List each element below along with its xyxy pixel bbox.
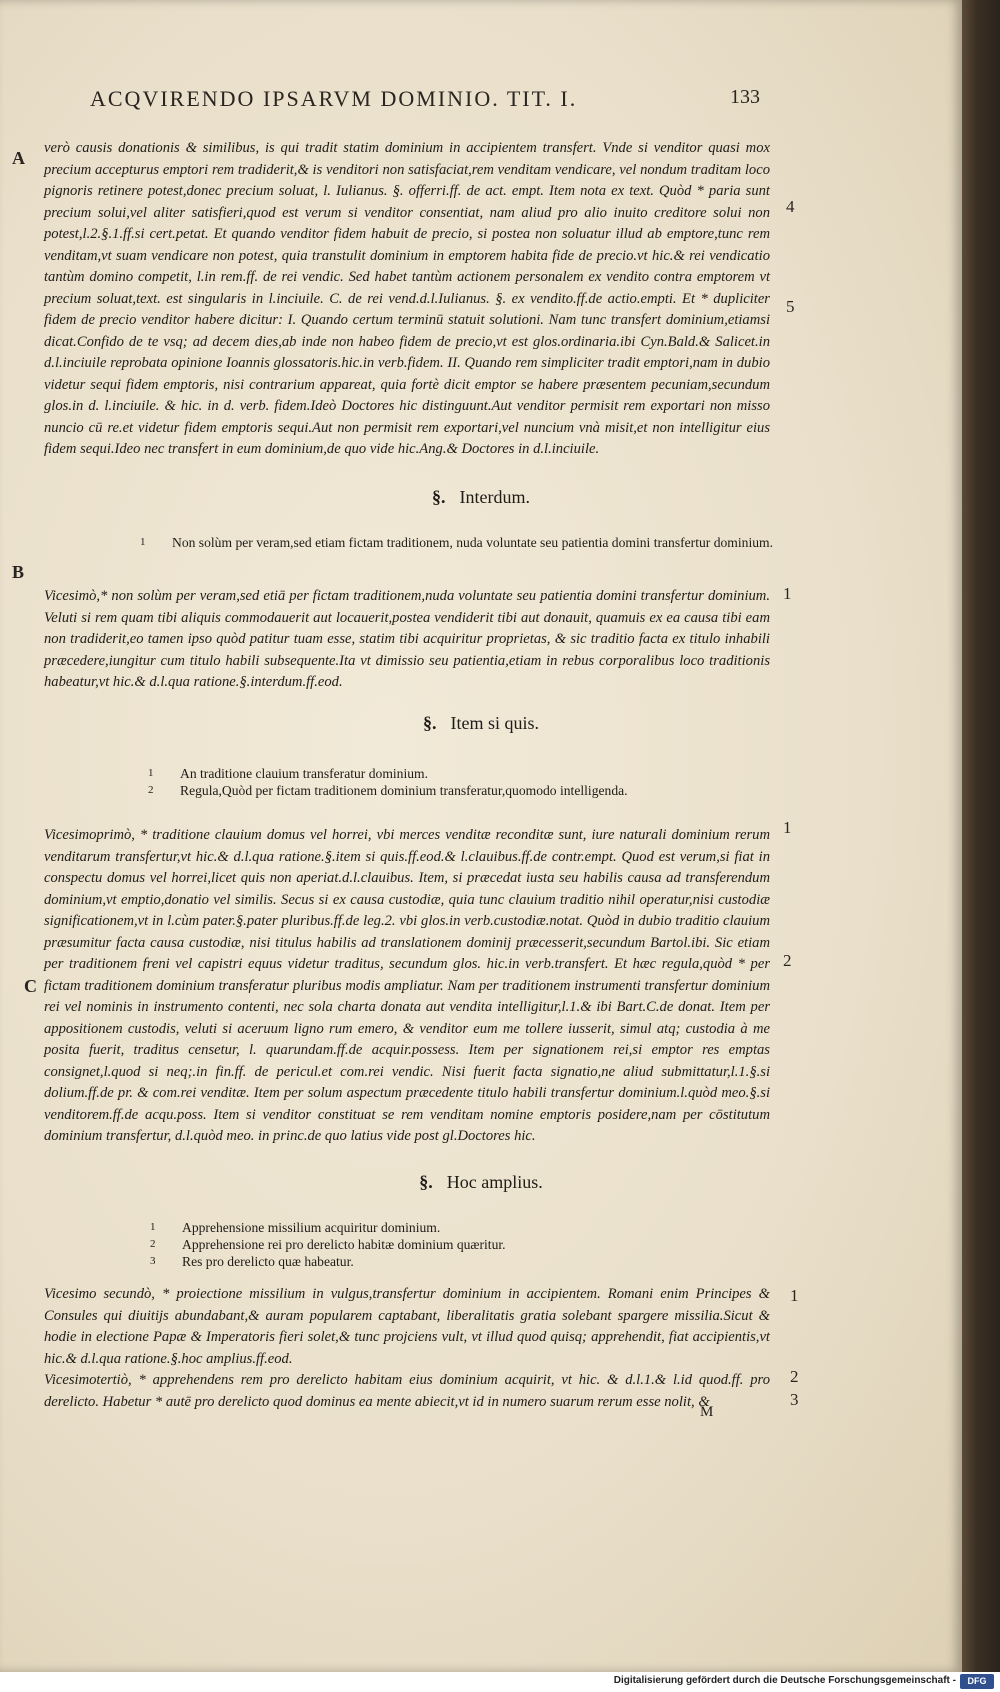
section-heading-hoc-amplius	[0, 1172, 962, 1193]
section-sign: §.	[432, 487, 446, 507]
section-heading-interdum	[0, 487, 962, 508]
section-title: Hoc amplius.	[446, 1172, 543, 1192]
paragraph: verò causis donationis & similibus, is qui tradit statim dominium in accipientem transfert. Vnde si venditor quasi mox precium accepturus emptori rem tradiderit,& is venditori non satisfaciat,rem venditam vendicare, vel nondum traditam loco pignoris retinere potest,donec precium soluat, l. Iulianus. §. offerri.ff. de act. empt. Item nota ex text. Quòd * paria sunt precium solui,vel aliter satisfieri,quod est verum si venditor consentiat, nam aliud pro alio inuito creditore solui non potest,l.2.§.1.ff.si cert.petat. Et quando venditor fidem habuit de precio, si postea non soluatur illud ab emptore,tunc rem venditam,vt suam vendicare non potest, quia transtulit dominium in emptorem habita fide de precio.vt hic.& rei vendicatio tantùm domino competit, l.in rem.ff. de rei vendic. Sed habet tantùm actionem personalem ex vendito contra emptorem vt precium soluat,text. est singularis in l.inciuile. C. de rei vend.d.l.Iulianus. §. ex vendito.ff.de actio.empti. Et * dupliciter fidem de precio venditor habere dicitur: I. Quando certum terminū statuit solutioni. Nam tunc transfert dominium,etiamsi dicat.Confido de te vsq; ad decem dies,ab inde non habeo fidem de precio,vt est glos.ordinaria.ibi Cyn.Bald.& Salicet.in d.l.inciuile reprobata opinione Ioannis glossatoris.hic.in verb.fidem. II. Quando rem simpliciter tradit emptori,nam in dubio videtur sequi fidem emptoris, nisi contrarium appareat, quia fortè dicit emptor se habere præsentem pecuniam,secundum glos.in d. l.inciuile. & hic. in d. verb. fidem.Ideò Doctores hic distinguunt.Aut venditor permisit rem exportari non misso nuncio cū re.et videtur fidem emptoris sequi.Aut non permisit rem exportari,vel nuncium vnà misit,et non intelligitur eius fidem sequi.Ideo nec transfert in eum dominium,de quo vide hic.Ang.& Doctores in d.l.inciuile.	[44, 140, 770, 457]
section-summary	[148, 765, 768, 799]
summary-item	[150, 1236, 770, 1253]
paragraph: Vicesimotertiò, * apprehendens rem pro derelicto habitam eius dominium acquirit, vt hic. & d.l.1.& l.id quod.ff. pro derelicto. Habetur * autē pro derelicto quod dominus ea mente abiecit,vt id in numero suarum rerum esse nolit, &	[44, 1372, 770, 1410]
summary-item	[150, 1219, 770, 1236]
margin-number-5: 5	[786, 297, 795, 316]
margin-number-itemsi-2: 2	[783, 951, 792, 970]
summary-number: 1	[150, 1221, 156, 1233]
section-title: Interdum.	[459, 487, 530, 507]
summary-number: 2	[148, 784, 154, 796]
dfg-logo: DFG	[960, 1674, 994, 1689]
summary-item	[148, 765, 768, 782]
summary-number: 2	[150, 1238, 156, 1250]
summary-number: 1	[140, 536, 146, 548]
summary-item	[140, 534, 780, 551]
margin-number-hoc-2: 2	[790, 1367, 799, 1386]
margin-number-itemsi-1: 1	[783, 818, 792, 837]
summary-item	[148, 782, 768, 799]
page-edge	[962, 0, 1000, 1672]
summary-text: Non solùm per veram,sed etiam fictam traditionem, nuda voluntate seu patientia domini transfertur dominium.	[172, 535, 773, 550]
summary-text: Res pro derelicto quæ habeatur.	[182, 1254, 354, 1269]
margin-number-4: 4	[786, 197, 795, 216]
margin-letter-a: A	[12, 148, 25, 168]
section-summary	[150, 1219, 770, 1270]
section-heading-item-si-quis	[0, 713, 962, 734]
section-summary	[140, 534, 780, 551]
margin-number-hoc-1: 1	[790, 1286, 799, 1305]
page-number: 133	[730, 86, 760, 108]
summary-text: Apprehensione missilium acquiritur dominium.	[182, 1220, 441, 1235]
footer-credit: Digitalisierung gefördert durch die Deutsche Forschungsgemeinschaft -	[613, 1675, 956, 1686]
text-block-item-si-quis	[44, 825, 770, 1148]
summary-text: Regula,Quòd per fictam traditionem dominium transferatur,quomodo intelligenda.	[180, 783, 628, 798]
catchword: M	[700, 1404, 714, 1420]
margin-number-hoc-3: 3	[790, 1390, 799, 1409]
text-block-interdum	[44, 586, 770, 694]
paragraph: Vicesimo secundò, * proiectione missilium in vulgus,transfertur dominium in accipientem. Romani enim Principes & Consules qui diuitijs abundabant,& auram popularem captabant, liberalitatis gratia solebant spargere missilia.Sicut & hodie in electione Papæ & Imperatoris fieri solet,& tunc projciens vult, vt illud quod quisq; apprehendit, fiat accipientis,vt hic.& d.l.qua ratione.§.hoc amplius.ff.eod.	[44, 1286, 770, 1367]
footer-bar	[0, 1672, 1000, 1692]
margin-letter-b: B	[12, 562, 25, 582]
summary-text: Apprehensione rei pro derelicto habitæ dominium quæritur.	[182, 1237, 506, 1252]
paragraph: Vicesimò,* non solùm per veram,sed etiā per fictam traditionem,nuda voluntate seu patientia domini transfertur dominium. Veluti si rem quam tibi aliquis commodauerit aut locauerit,postea vendiderit tibi aut donauit, quamuis ex ea causa tibi eam non tradiderit,eo tamen ipso quòd patitur tuam esse, statim tibi acquiritur proprietas, & sic traditio facta ex titulo inhabili præcedere,iungitur cum titulo habili subsequente.Ita vt dimissio seu patientia,etiam in rebus corporalibus loco traditionis habeatur,vt hic.& d.l.qua ratione.§.interdum.ff.eod.	[44, 588, 770, 690]
text-block-hoc-amplius	[44, 1284, 770, 1413]
summary-number: 3	[150, 1255, 156, 1267]
summary-number: 1	[148, 767, 154, 779]
summary-item	[150, 1253, 770, 1270]
margin-number-interdum-1: 1	[783, 584, 792, 603]
margin-letter-c: C	[24, 976, 37, 996]
section-title: Item si quis.	[450, 713, 539, 733]
summary-text: An traditione clauium transferatur dominium.	[180, 766, 429, 781]
paragraph: Vicesimoprimò, * traditione clauium domus vel horrei, vbi merces venditæ reconditæ sunt, iure naturali dominium rerum venditarum transfertur,vt hic.& d.l.qua ratione.§.item si quis.ff.eod.& l.clauibus.ff.de contr.empt. Quod est verum,si fiat in conspectu domus vel horrei,licet quis non aperiat.d.l.clauibus. Item, si præcedat iusta seu habilis causa ad transferendum dominium,vt emptio,donatio vel similis. Secus si ex causa custodiæ, quia tunc clauium traditio nihil operatur,nisi custodiæ significationem,vt in l.cùm pater.§.pater pluribus.ff.de leg.2. vbi glos.in verb.custodiæ.notat. Quòd in dubio traditio clauium præsumitur facta causa custodiæ, nisi titulus habilis ad translationem dominij præcesserit,secundum Bartol.ibi. Sic etiam per traditionem freni vel capistri equus videtur traditus, secundum glos. hic.in verb.transfert. Et hæc regula,quòd * per fictam traditionem dominium transferatur pluribus modis ampliatur. Nam per traditionem instrumenti transfertur dominium rei vel nominis in instrumento contenti, nec sola charta donata aut vendita intelligitur,l.1.& ibi Bart.C.de donat. Item per appositionem custodis, veluti si aceruum ligno rum emero, & venditor eum me tollere iusserit, simul atq; custodia à me posita fuerit, traditus censetur, l. quarundam.ff.de acquir.possess. Item per signationem rei,si emptor res emptas consignet,l.quod si neq;.in fin.ff. de pericul.et com.rei vendic. Nisi fuerit facta signatio,ne aliud submittatur,l.1.§.si dolium.ff.de pr. & com.rei venditæ. Item per solum aspectum præcedente titulo habili transfertur dominium.l.quòd meo.§.si venditorem.ff.de acqu.poss. Item si venditor constituat se rem venditam nomine emptoris posidere,nam per cōstitutum dominium transfertur, d.l.quòd meo. in princ.de quo latius vide post gl.Doctores hic.	[44, 827, 770, 1144]
section-sign: §.	[423, 713, 437, 733]
section-sign: §.	[419, 1172, 433, 1192]
running-head: ACQVIRENDO IPSARVM DOMINIO. TIT. I.	[90, 86, 578, 111]
text-block-continuation	[44, 138, 770, 461]
